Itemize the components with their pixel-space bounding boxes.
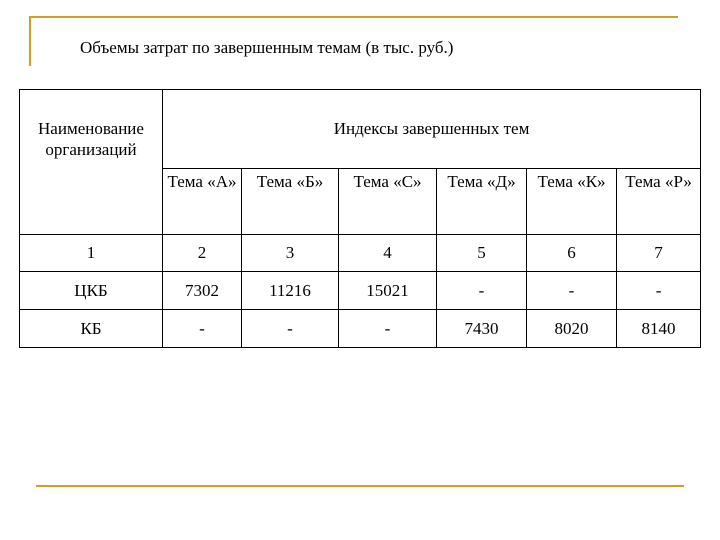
table-row [20,272,701,310]
index-cell: 4 [339,235,437,272]
decorative-left-line [29,16,31,66]
value-cell: - [527,272,617,310]
org-name-header: Наименование организаций [20,90,163,235]
index-cell: 1 [20,235,163,272]
org-name-cell: КБ [20,310,163,348]
index-cell: 3 [242,235,339,272]
value-cell: 15021 [339,272,437,310]
table-header-row [20,90,701,169]
topic-header-c: Тема «С» [339,169,437,235]
cost-table [19,89,701,348]
index-cell: 7 [617,235,701,272]
topic-header-r: Тема «Р» [617,169,701,235]
topic-header-b: Тема «Б» [242,169,339,235]
value-cell: 7430 [437,310,527,348]
value-cell: 11216 [242,272,339,310]
decorative-top-line [29,16,678,18]
decorative-bottom-line [36,485,684,487]
topic-header-a: Тема «А» [163,169,242,235]
table-row [20,310,701,348]
index-cell: 5 [437,235,527,272]
value-cell: - [163,310,242,348]
value-cell: - [437,272,527,310]
org-name-cell: ЦКБ [20,272,163,310]
index-cell: 2 [163,235,242,272]
completed-topics-header: Индексы завершенных тем [163,90,701,169]
value-cell: 8140 [617,310,701,348]
index-row [20,235,701,272]
value-cell: 8020 [527,310,617,348]
value-cell: - [617,272,701,310]
value-cell: - [242,310,339,348]
value-cell: 7302 [163,272,242,310]
index-cell: 6 [527,235,617,272]
page-title: Объемы затрат по завершенным темам (в тыс. руб.) [80,38,454,57]
topic-header-d: Тема «Д» [437,169,527,235]
topic-header-k: Тема «К» [527,169,617,235]
value-cell: - [339,310,437,348]
